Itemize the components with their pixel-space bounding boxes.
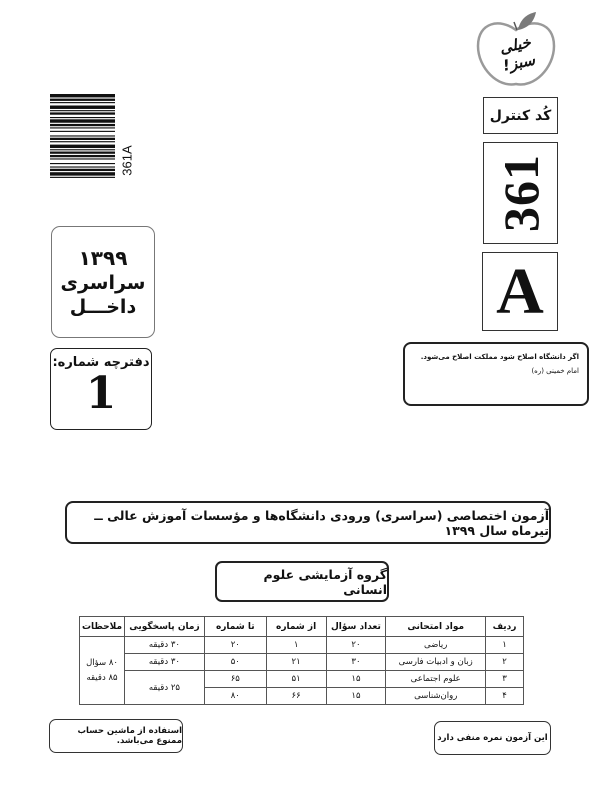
table-row <box>80 637 524 654</box>
cell-subject: زبان و ادبیات فارسی <box>386 654 486 671</box>
cell-subject: ریاضی <box>386 637 486 654</box>
exam-group-title-text: گروه آزمایشی علوم انسانی <box>263 566 387 597</box>
cell-time: ۳۰ دقیقه <box>125 654 205 671</box>
negative-marking-notice: این آزمون نمره منفی دارد <box>437 733 548 743</box>
booklet-number-box <box>50 348 152 430</box>
control-code-letter: A <box>496 254 544 328</box>
barcode-bar <box>50 99 115 101</box>
control-code-number: 361 <box>492 154 549 232</box>
table-row <box>80 654 524 671</box>
barcode-bar <box>50 102 115 103</box>
cell-index: ۲ <box>486 654 524 671</box>
cell-time: ۲۵ دقیقه <box>125 671 205 705</box>
cell-index: ۴ <box>486 688 524 705</box>
header-notes: ملاحظات <box>80 617 125 637</box>
barcode-bar <box>50 169 115 171</box>
control-code-label <box>483 97 558 134</box>
logo-text: خیلی سبز! <box>497 33 537 75</box>
negative-marking-box <box>434 721 551 755</box>
cell-count: ۳۰ <box>326 654 386 671</box>
header-from: از شماره <box>266 617 326 637</box>
barcode-bar <box>50 124 115 126</box>
exam-group-title <box>215 561 389 602</box>
barcode-icon <box>50 94 115 206</box>
table-header-row <box>80 617 524 637</box>
barcode-bar <box>50 127 115 128</box>
header-time: زمان پاسخگویی <box>125 617 205 637</box>
cell-subject: علوم اجتماعی <box>386 671 486 688</box>
cell-time: ۳۰ دقیقه <box>125 637 205 654</box>
exam-info-box <box>51 226 155 338</box>
control-code-box <box>483 142 558 244</box>
barcode-bar <box>50 141 115 142</box>
barcode-bar <box>50 112 115 114</box>
barcode-bar <box>50 172 115 175</box>
quote-box <box>403 342 589 406</box>
calculator-notice-box <box>49 719 183 753</box>
cell-from: ۲۱ <box>266 654 326 671</box>
booklet-label: دفترچه شماره: <box>52 355 150 370</box>
barcode-bar <box>50 149 115 150</box>
header-subject: مواد امتحانی <box>386 617 486 637</box>
cell-index: ۱ <box>486 637 524 654</box>
barcode-bar <box>50 135 115 136</box>
control-code-label-text: کُد کنترل <box>489 107 552 124</box>
cell-notes <box>80 637 125 705</box>
cell-to: ۵۰ <box>204 654 266 671</box>
barcode-bar <box>50 166 115 167</box>
notes-question-count: ۸۰ سؤال <box>86 657 118 668</box>
table-row <box>80 671 524 688</box>
exam-year: ۱۳۹۹ <box>78 246 128 270</box>
quote-text: اگر دانشگاه اصلاح شود مملکت اصلاح می‌شود. <box>420 353 579 361</box>
cell-count: ۱۵ <box>326 688 386 705</box>
barcode-bar <box>50 117 115 118</box>
exam-main-title-text: آزمون اختصاصی (سراسری) ورودی دانشگاه‌ها و مؤسسات آموزش عالی ــ تیرماه سال ۱۳۹۹ <box>94 507 549 538</box>
barcode-bar <box>50 110 115 111</box>
barcode-bar <box>50 155 115 157</box>
booklet-number: 1 <box>85 368 117 419</box>
header-index: ردیف <box>486 617 524 637</box>
barcode-bar <box>50 163 115 164</box>
cell-to: ۶۵ <box>204 671 266 688</box>
barcode-bar <box>50 94 115 97</box>
cell-to: ۲۰ <box>204 637 266 654</box>
barcode-bar <box>50 138 115 140</box>
notes-total-time: ۸۵ دقیقه <box>86 672 118 683</box>
cell-count: ۲۰ <box>326 637 386 654</box>
barcode-bar <box>50 119 115 122</box>
cell-from: ۶۶ <box>266 688 326 705</box>
exam-type-line2: داخـــل <box>69 296 137 318</box>
barcode-bar <box>50 152 115 154</box>
barcode-bar <box>50 158 115 159</box>
barcode-bar <box>50 106 115 109</box>
barcode-text: 361A <box>119 144 135 176</box>
header-to: تا شماره <box>204 617 266 637</box>
barcode-bar <box>50 145 115 148</box>
barcode-label <box>117 140 137 180</box>
exam-type-line1: سراسری <box>60 272 146 294</box>
header-count: تعداد سؤال <box>326 617 386 637</box>
apple-logo-icon <box>470 8 562 92</box>
control-code-letter-box <box>482 252 558 331</box>
exam-subjects-table <box>79 616 524 705</box>
cell-count: ۱۵ <box>326 671 386 688</box>
exam-main-title <box>65 501 551 544</box>
barcode-bar <box>50 177 115 178</box>
cell-from: ۱ <box>266 637 326 654</box>
cell-subject: روان‌شناسی <box>386 688 486 705</box>
cell-to: ۸۰ <box>204 688 266 705</box>
cell-from: ۵۱ <box>266 671 326 688</box>
calculator-notice: استفاده از ماشین حساب ممنوع می‌باشد. <box>77 726 182 746</box>
barcode-bar <box>50 131 115 132</box>
cell-index: ۳ <box>486 671 524 688</box>
quote-author: امام خمینی (ره) <box>531 367 579 375</box>
